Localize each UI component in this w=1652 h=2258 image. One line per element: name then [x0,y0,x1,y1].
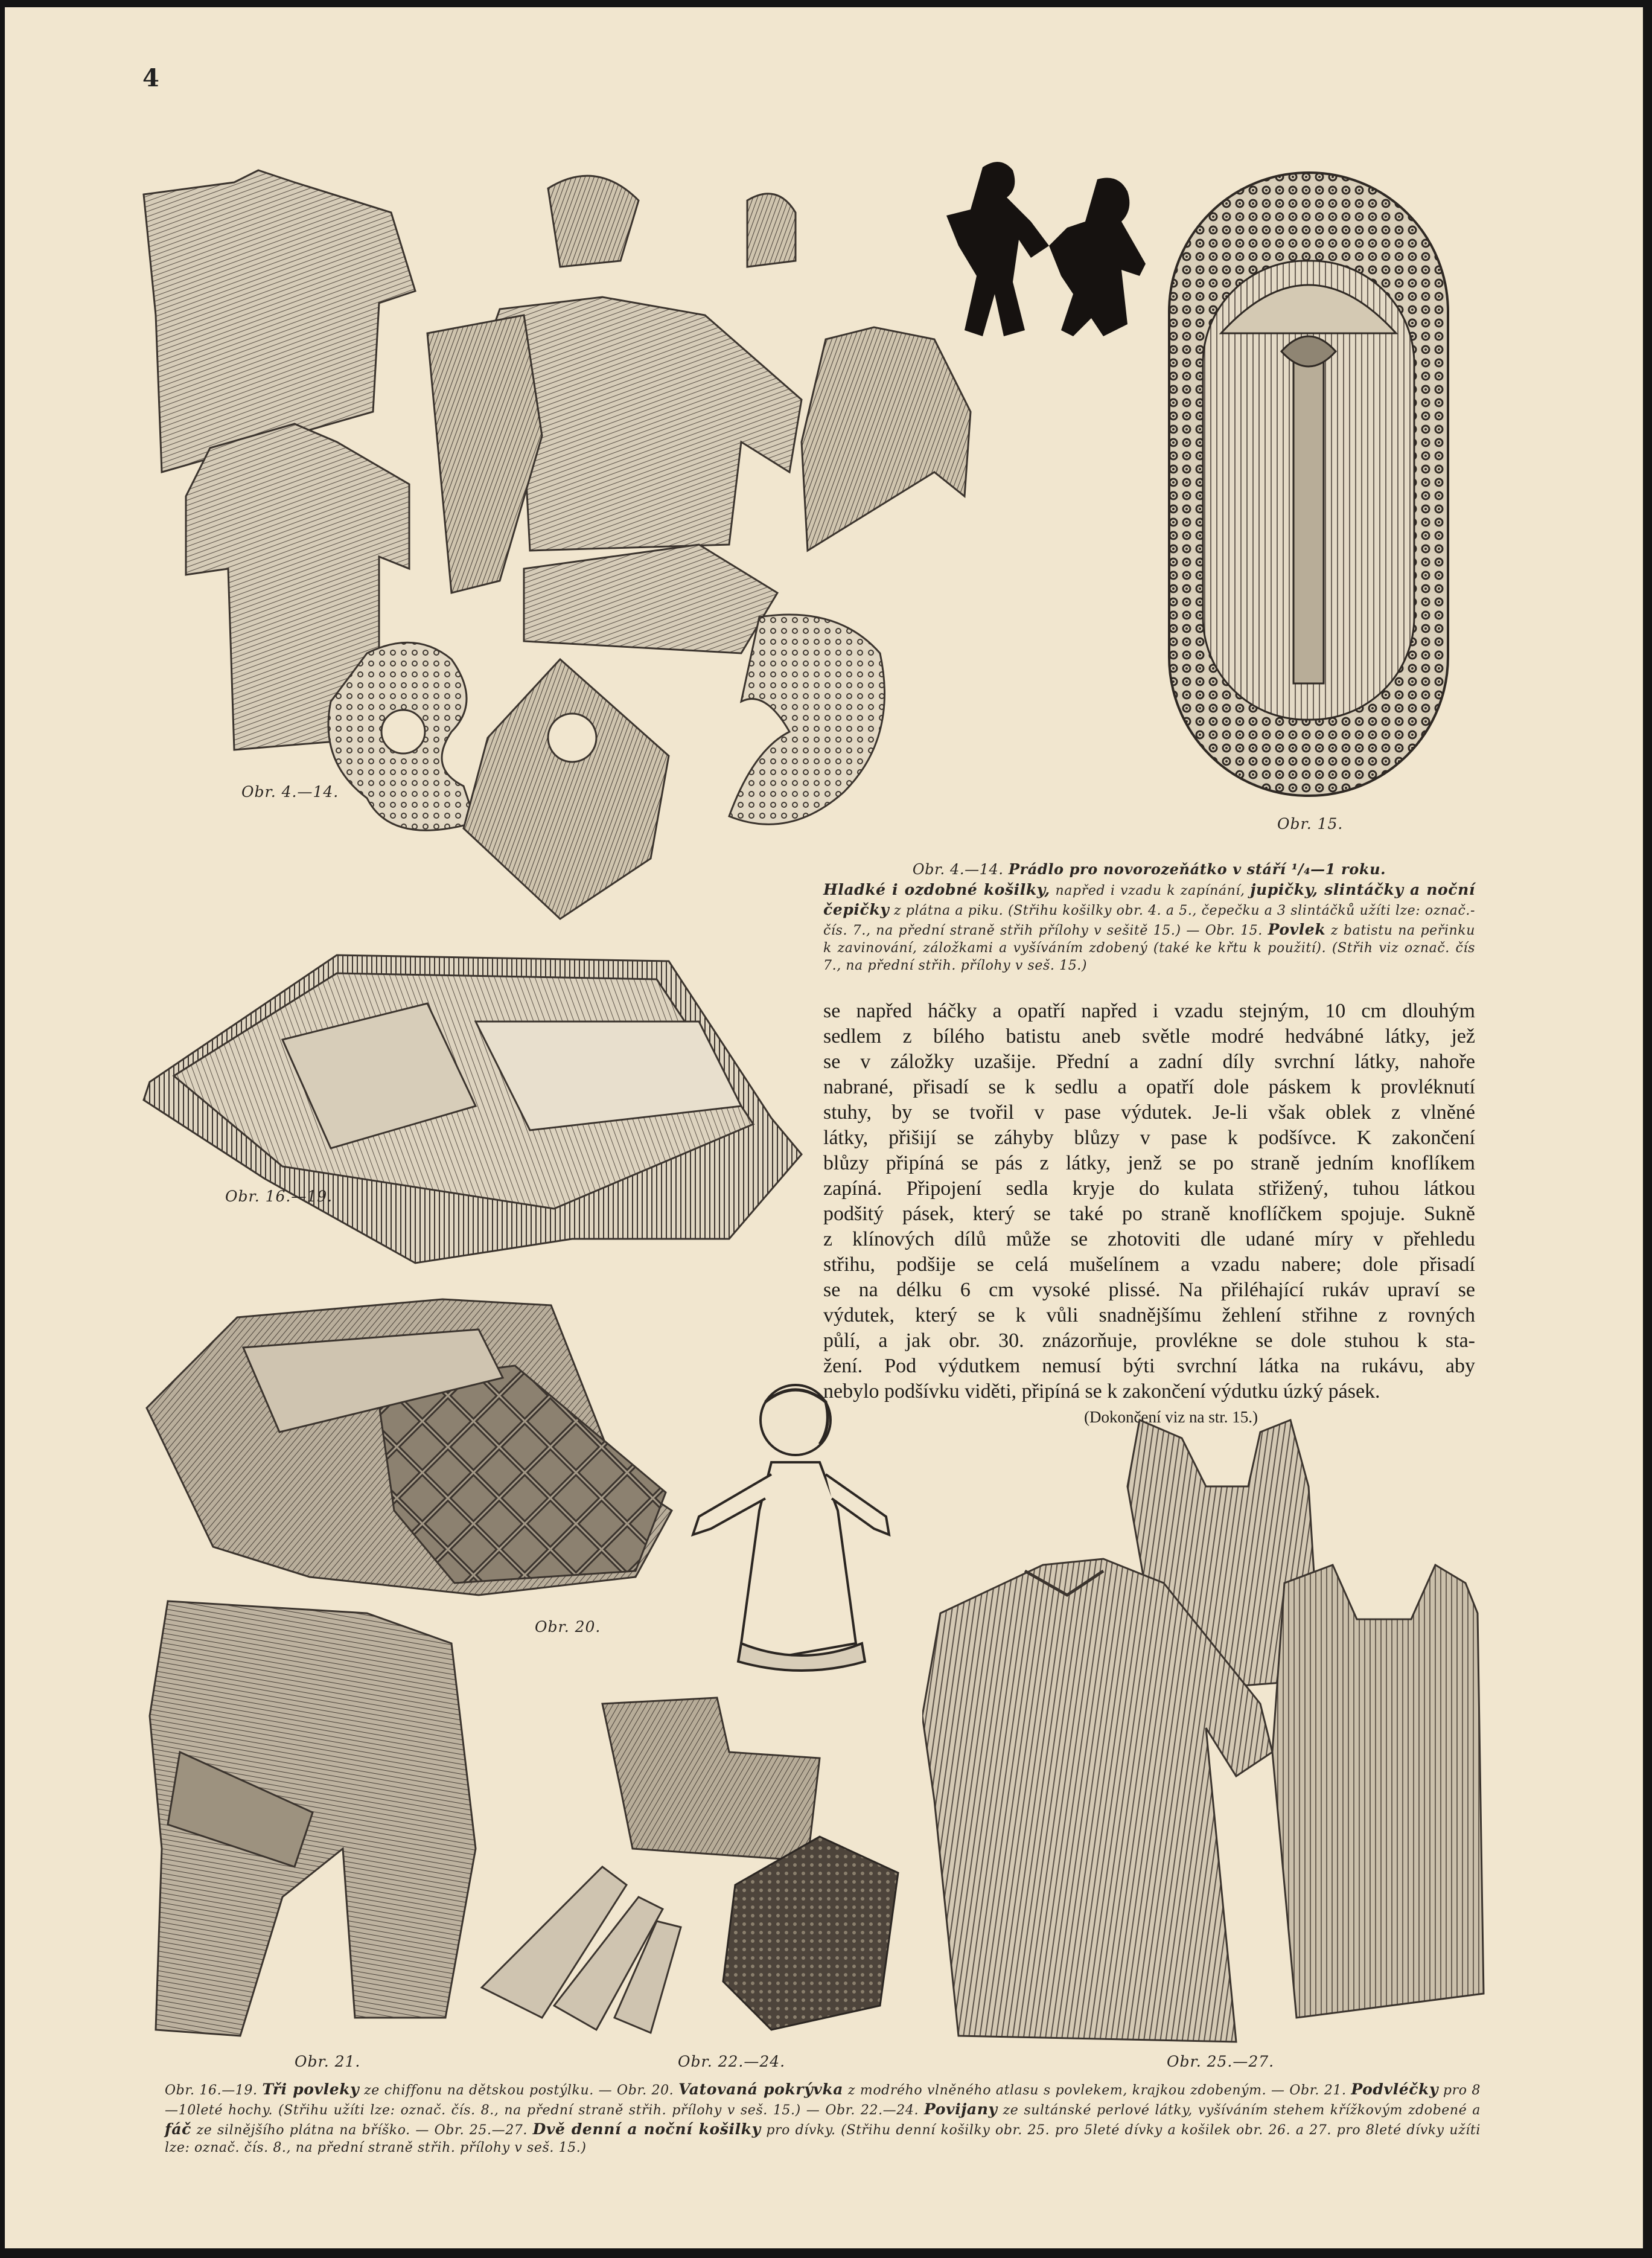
illustration-lace-coverlet [1167,170,1450,798]
illustration-crib-covers [138,949,808,1275]
caption-shirts: Hladké i ozdobné košilky, [823,880,1050,898]
caption-crib-covers: Tři povleky [262,2080,360,2098]
body-line: látky, přišijí se záhyby blůzy v pase k podšívce. K zakončení [823,1127,1475,1149]
body-line: střihu, podšije se celá mušelínem a vzadu nabere; dole přisadí [823,1253,1475,1276]
child-nightgown-drawing [681,1378,898,1680]
figure-label-20: Obr. 20. [535,1618,601,1636]
caption-belly-band: fáč [165,2120,191,2138]
newborn-garments-drawing [138,158,1007,925]
girls-shirts-drawing [922,1414,1490,2048]
caption-20-desc: z modrého vlněného atlasu s povlekem, krajkou zdobeným. — Obr. 21. [843,2083,1351,2098]
boys-underpants-drawing [144,1595,482,2042]
illustration-quilted-blanket [141,1293,684,1601]
article-body-text [823,999,1475,1430]
caption-jackets: jupičky, slintáčky a noční čepičky [823,880,1475,918]
illustration-girls-shirts [922,1414,1490,2048]
swaddling-bands-drawing [470,1692,910,2036]
illustration-swaddling-bands [470,1692,910,2036]
body-line: stuhy, by se tvořil v pase výdutek. Je-li však oblek z vlněné [823,1101,1475,1124]
body-line: se na délku 6 cm vysoké plissé. Na přiléhající rukáv upraví se [823,1279,1475,1301]
body-line: nebylo podšívku viděti, připíná se k zakončení výdutku úzký pásek. [823,1380,1380,1402]
page-number: 4 [142,64,159,92]
continuation-note: (Dokončení viz na str. 15.) [1084,1408,1258,1426]
caption-24-desc: ze silnějšího plátna na bříško. — Obr. 25.—27. [191,2123,533,2138]
caption-25-27-desc: pro dívky. (Střihu denní košilky obr. 25. pro 5leté dívky a košilek obr. 26. a 27. pro 8leté dívky užíti lze: označ. čís. 8., na přední straně střih. přílohy v seš. 15.) [165,2123,1481,2156]
caption-swaddling-bands: Povijany [924,2100,998,2119]
caption-jackets-desc: z plátna a piku. (Střihu košilky obr. 4. a 5., čepečku a 3 slintáčků užíti lze: označ.-čís. 7., na přední straně střih přílohy v sešitě 15.) — Obr. 15. [823,903,1475,938]
caption-4-14-title: Prádlo pro novorozeňátko v stáří ¹/₄—1 roku. [1008,860,1386,878]
figure-label-21: Obr. 21. [295,2053,361,2070]
figure-label-4-14: Obr. 4.—14. [241,783,339,801]
silhouette-drawing [946,155,1170,373]
caption-figures-16-27 [165,2079,1481,2157]
figure-label-16-19: Obr. 16.—19. [225,1188,333,1205]
caption-coverlet-desc: z batistu na peřinku k zavinování, záložkami a vyšíváním zdobený (také ke křtu k použití). (Střih viz označ. čís 7., na přední střih. přílohy v seš. 15.) [823,923,1475,973]
crib-covers-drawing [138,949,808,1275]
body-line: z klínových dílů může se zhotoviti dle udané míry v přehledu [823,1228,1475,1250]
caption-girls-shirts: Dvě denní a noční košilky [532,2120,761,2138]
caption-shirts-desc: napřed i vzadu k zapínání, [1050,883,1251,898]
figure-label-25-27: Obr. 25.—27. [1167,2053,1275,2070]
caption-quilted-blanket: Vatovaná pokrývka [678,2080,844,2098]
body-line: se napřed háčky a opatří napřed i vzadu stejným, 10 cm dlouhým [823,1000,1475,1022]
caption-coverlet: Povlek [1268,920,1326,938]
body-line: se v záložky uzašije. Přední a zadní díly svrchní látky, nahoře [823,1051,1475,1073]
body-line: sedlem z bílého batistu aneb světle modré hedvábné látky, jež [823,1025,1475,1047]
illustration-boys-underpants [144,1595,482,2042]
caption-16-19-prefix: Obr. 16.—19. [165,2083,263,2098]
body-line: podšitý pásek, který se také po straně knoflíčkem spojuje. Sukně [823,1203,1475,1225]
caption-4-14-prefix: Obr. 4.—14. [912,861,1009,878]
body-line: žení. Pod výdutkem nemusí býti svrchní látka na rukávu, aby [823,1355,1475,1377]
caption-21-desc: pro 8—10leté hochy. (Střihu užíti lze: označ. čís. 8., na přední straně střih. přílohy v seš. 15.) — Obr. 22.—24. [165,2083,1481,2119]
figure-label-15: Obr. 15. [1277,815,1344,833]
body-line: nabrané, přisadí se k sedlu a opatří dole páskem k provléknutí [823,1076,1475,1098]
illustration-children-silhouette [946,155,1170,373]
body-line: blůzy připíná se pás z látky, jenž se po straně jedním knoflíkem [823,1152,1475,1174]
caption-16-19-desc: ze chiffonu na dětskou postýlku. — Obr. 20. [359,2083,679,2098]
body-line: zapíná. Připojení sedla kryje do kulata střižený, tuhou látkou [823,1177,1475,1200]
quilted-blanket-drawing [141,1293,684,1601]
magazine-page [5,7,1643,2248]
figure-label-22-24: Obr. 22.—24. [678,2053,786,2070]
body-line: půlí, a jak obr. 30. znázorňuje, provlékne se dole stuhou k sta- [823,1329,1475,1352]
body-line: výdutek, který se k vůli snadnějšímu žehlení střihne z rovných [823,1304,1475,1326]
illustration-child-nightgown [681,1378,898,1680]
illustration-newborn-garments [138,158,1007,925]
lace-coverlet-drawing [1167,170,1450,798]
caption-22-24-desc: ze sultánské perlové látky, vyšíváním stehem křížkovým zdobené a [997,2103,1481,2119]
caption-figures-4-15 [823,860,1475,974]
caption-underpants: Podvléčky [1351,2080,1439,2098]
